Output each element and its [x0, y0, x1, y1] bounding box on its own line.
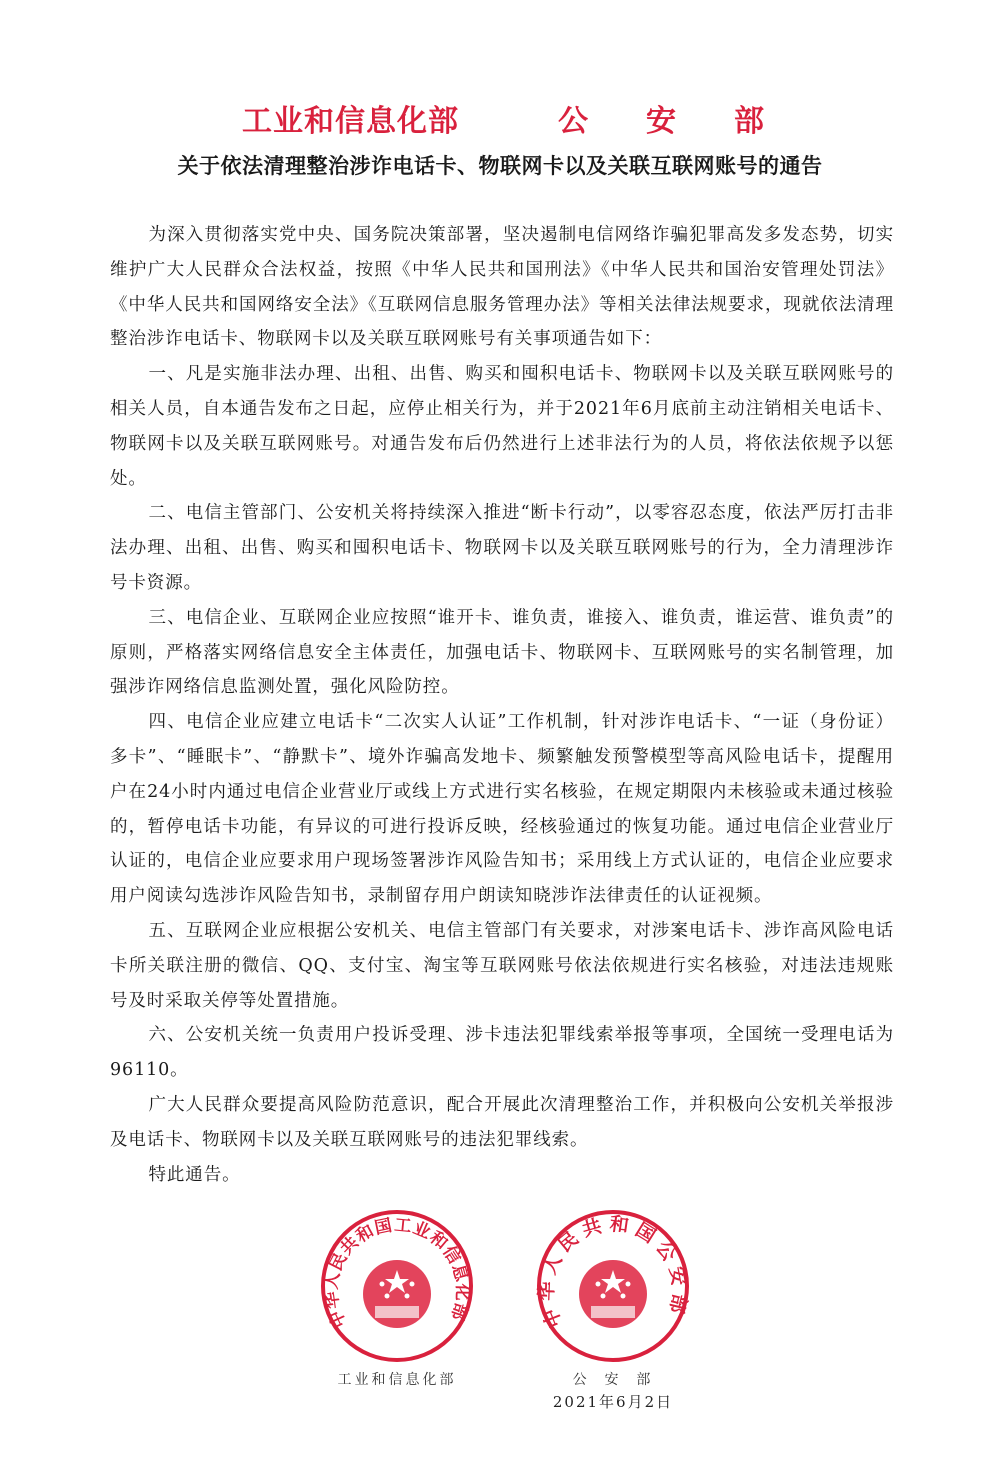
miit-seal-text: 中华人民共和国工业和信息化部: [321, 1215, 473, 1331]
signature-row: [0, 1206, 1000, 1412]
issuing-authorities-header: [0, 96, 1000, 140]
paragraph-2: 二、电信主管部门、公安机关将持续深入推进“断卡行动”，以零容忍态度，依法严厉打击非法办理、出租、出售、购买和囤积电话卡、物联网卡以及关联互联网账号的行为，全力清理涉诈号卡资源。: [110, 503, 894, 593]
paragraph-closing: 特此通告。: [148, 1164, 241, 1185]
authority-mps: [558, 96, 822, 140]
paragraph-4: 四、电信企业应建立电话卡“二次实人认证”工作机制，针对涉诈电话卡、“一证（身份证）多卡”、“睡眠卡”、“静默卡”、境外诈骗高发地卡、频繁触发预警模型等高风险电话卡，提醒用户在24小时内通过电信企业营业厅或线上方式进行实名核验，在规定期限内未核验或未通过核验的，暂停电话卡功能，有异议的可进行投诉反映，经核验通过的恢复功能。通过电信企业营业厅认证的，电信企业应要求用户现场签署涉诈风险告知书；采用线上方式认证的，电信企业应要求用户阅读勾选涉诈风险告知书，录制留存用户朗读知晓涉诈法律责任的认证视频。: [110, 712, 894, 907]
mps-seal-text: 中华人民共和国公安部: [535, 1213, 691, 1332]
issue-date: 2021年6月2日: [552, 1393, 674, 1412]
paragraph-intro: 为深入贯彻落实党中央、国务院决策部署，坚决遏制电信网络诈骗犯罪高发多发态势，切实维护广大人民群众合法权益，按照《中华人民共和国刑法》《中华人民共和国治安管理处罚法》《中华人民共和国网络安全法》《互联网信息服务管理办法》等相关法律法规要求，现就依法清理整治涉诈电话卡、物联网卡以及关联互联网账号有关事项通告如下：: [110, 225, 894, 350]
signature-miit: 工业和信息化部: [337, 1372, 457, 1389]
paragraph-1: 一、凡是实施非法办理、出租、出售、购买和囤积电话卡、物联网卡以及关联互联网账号的相关人员，自本通告发布之日起，应停止相关行为，并于2021年6月底前主动注销相关电话卡、物联网卡以及关联互联网账号。对通告发布后仍然进行上述非法行为的人员，将依法依规予以惩处。: [110, 364, 894, 489]
paragraph-appeal: 广大人民群众要提高风险防范意识，配合开展此次清理整治工作，并积极向公安机关举报涉及电话卡、物联网卡以及关联互联网账号的违法犯罪线索。: [110, 1094, 894, 1150]
national-emblem-icon: [363, 1260, 431, 1328]
notice-title: 关于依法清理整治涉诈电话卡、物联网卡以及关联互联网账号的通告: [177, 153, 823, 178]
signature-mps-block: [528, 1206, 698, 1412]
signature-miit-block: [312, 1206, 482, 1412]
authority-mps-char: 安: [646, 104, 677, 139]
paragraph-6: 六、公安机关统一负责用户投诉受理、涉卡违法犯罪线索举报等事项，全国统一受理电话为96110。: [110, 1025, 894, 1081]
authority-mps-char: 部: [734, 104, 765, 139]
authority-miit: 工业和信息化部: [242, 104, 459, 139]
paragraph-5: 五、互联网企业应根据公安机关、电信主管部门有关要求，对涉案电话卡、涉诈高风险电话卡所关联注册的微信、QQ、支付宝、淘宝等互联网账号依法依规进行实名核验，对违法违规账号及时采取关停等处置措施。: [110, 920, 894, 1011]
miit-seal: [317, 1206, 477, 1366]
national-emblem-icon: [579, 1260, 647, 1328]
notice-body: [110, 218, 894, 1192]
mps-seal: [533, 1206, 693, 1366]
signature-mps: 公 安 部: [572, 1372, 654, 1389]
authority-mps-char: 公: [558, 104, 589, 139]
paragraph-3: 三、电信企业、互联网企业应按照“谁开卡、谁负责，谁接入、谁负责，谁运营、谁负责”的原则，严格落实网络信息安全主体责任，加强电话卡、物联网卡、互联网账号的实名制管理，加强涉诈网络信息监测处置，强化风险防控。: [110, 607, 894, 698]
